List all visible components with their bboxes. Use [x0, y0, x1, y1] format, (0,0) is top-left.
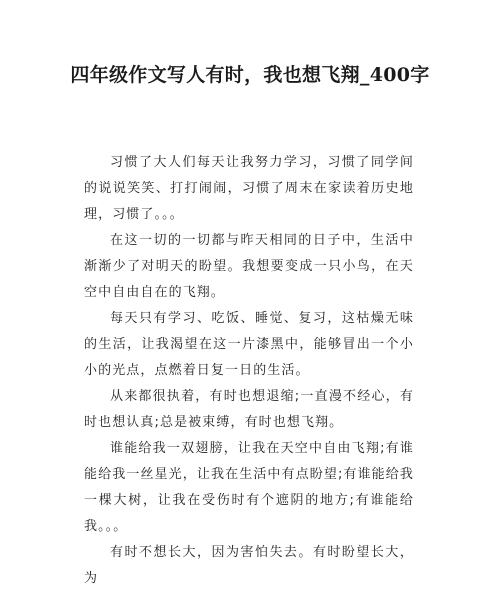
paragraph-4: 从来都很执着，有时也想退缩;一直漫不经心，有时也想认真;总是被束缚，有时也想飞翔。 — [84, 389, 414, 430]
paragraph-2: 在这一切的一切都与昨天相同的日子中，生活中渐渐少了对明天的盼望。我想要变成一只小鸟，在天空中自由自在的飞翔。 — [84, 233, 414, 300]
paragraph-1: 习惯了大人们每天让我努力学习，习惯了同学间的说说笑笑、打打闹闹，习惯了周末在家读着历史地理，习惯了。。。 — [84, 155, 414, 222]
paragraph-5: 谁能给我一双翅膀，让我在天空中自由飞翔;有谁能给我一丝星光，让我在生活中有点盼望;有谁能给我一棵大树，让我在受伤时有个遮阴的地方;有谁能给我。。。 — [84, 441, 414, 534]
document-body — [84, 150, 414, 592]
document-title: 四年级作文写人有时，我也想飞翔_400字 — [70, 64, 430, 86]
paragraph-3: 每天只有学习、吃饭、睡觉、复习，这枯燥无味的生活，让我渴望在这一片漆黑中，能够冒出一个小小的光点，点燃着日复一日的生活。 — [84, 311, 414, 378]
paragraph-6: 有时不想长大，因为害怕失去。有时盼望长大，为 — [84, 545, 414, 586]
